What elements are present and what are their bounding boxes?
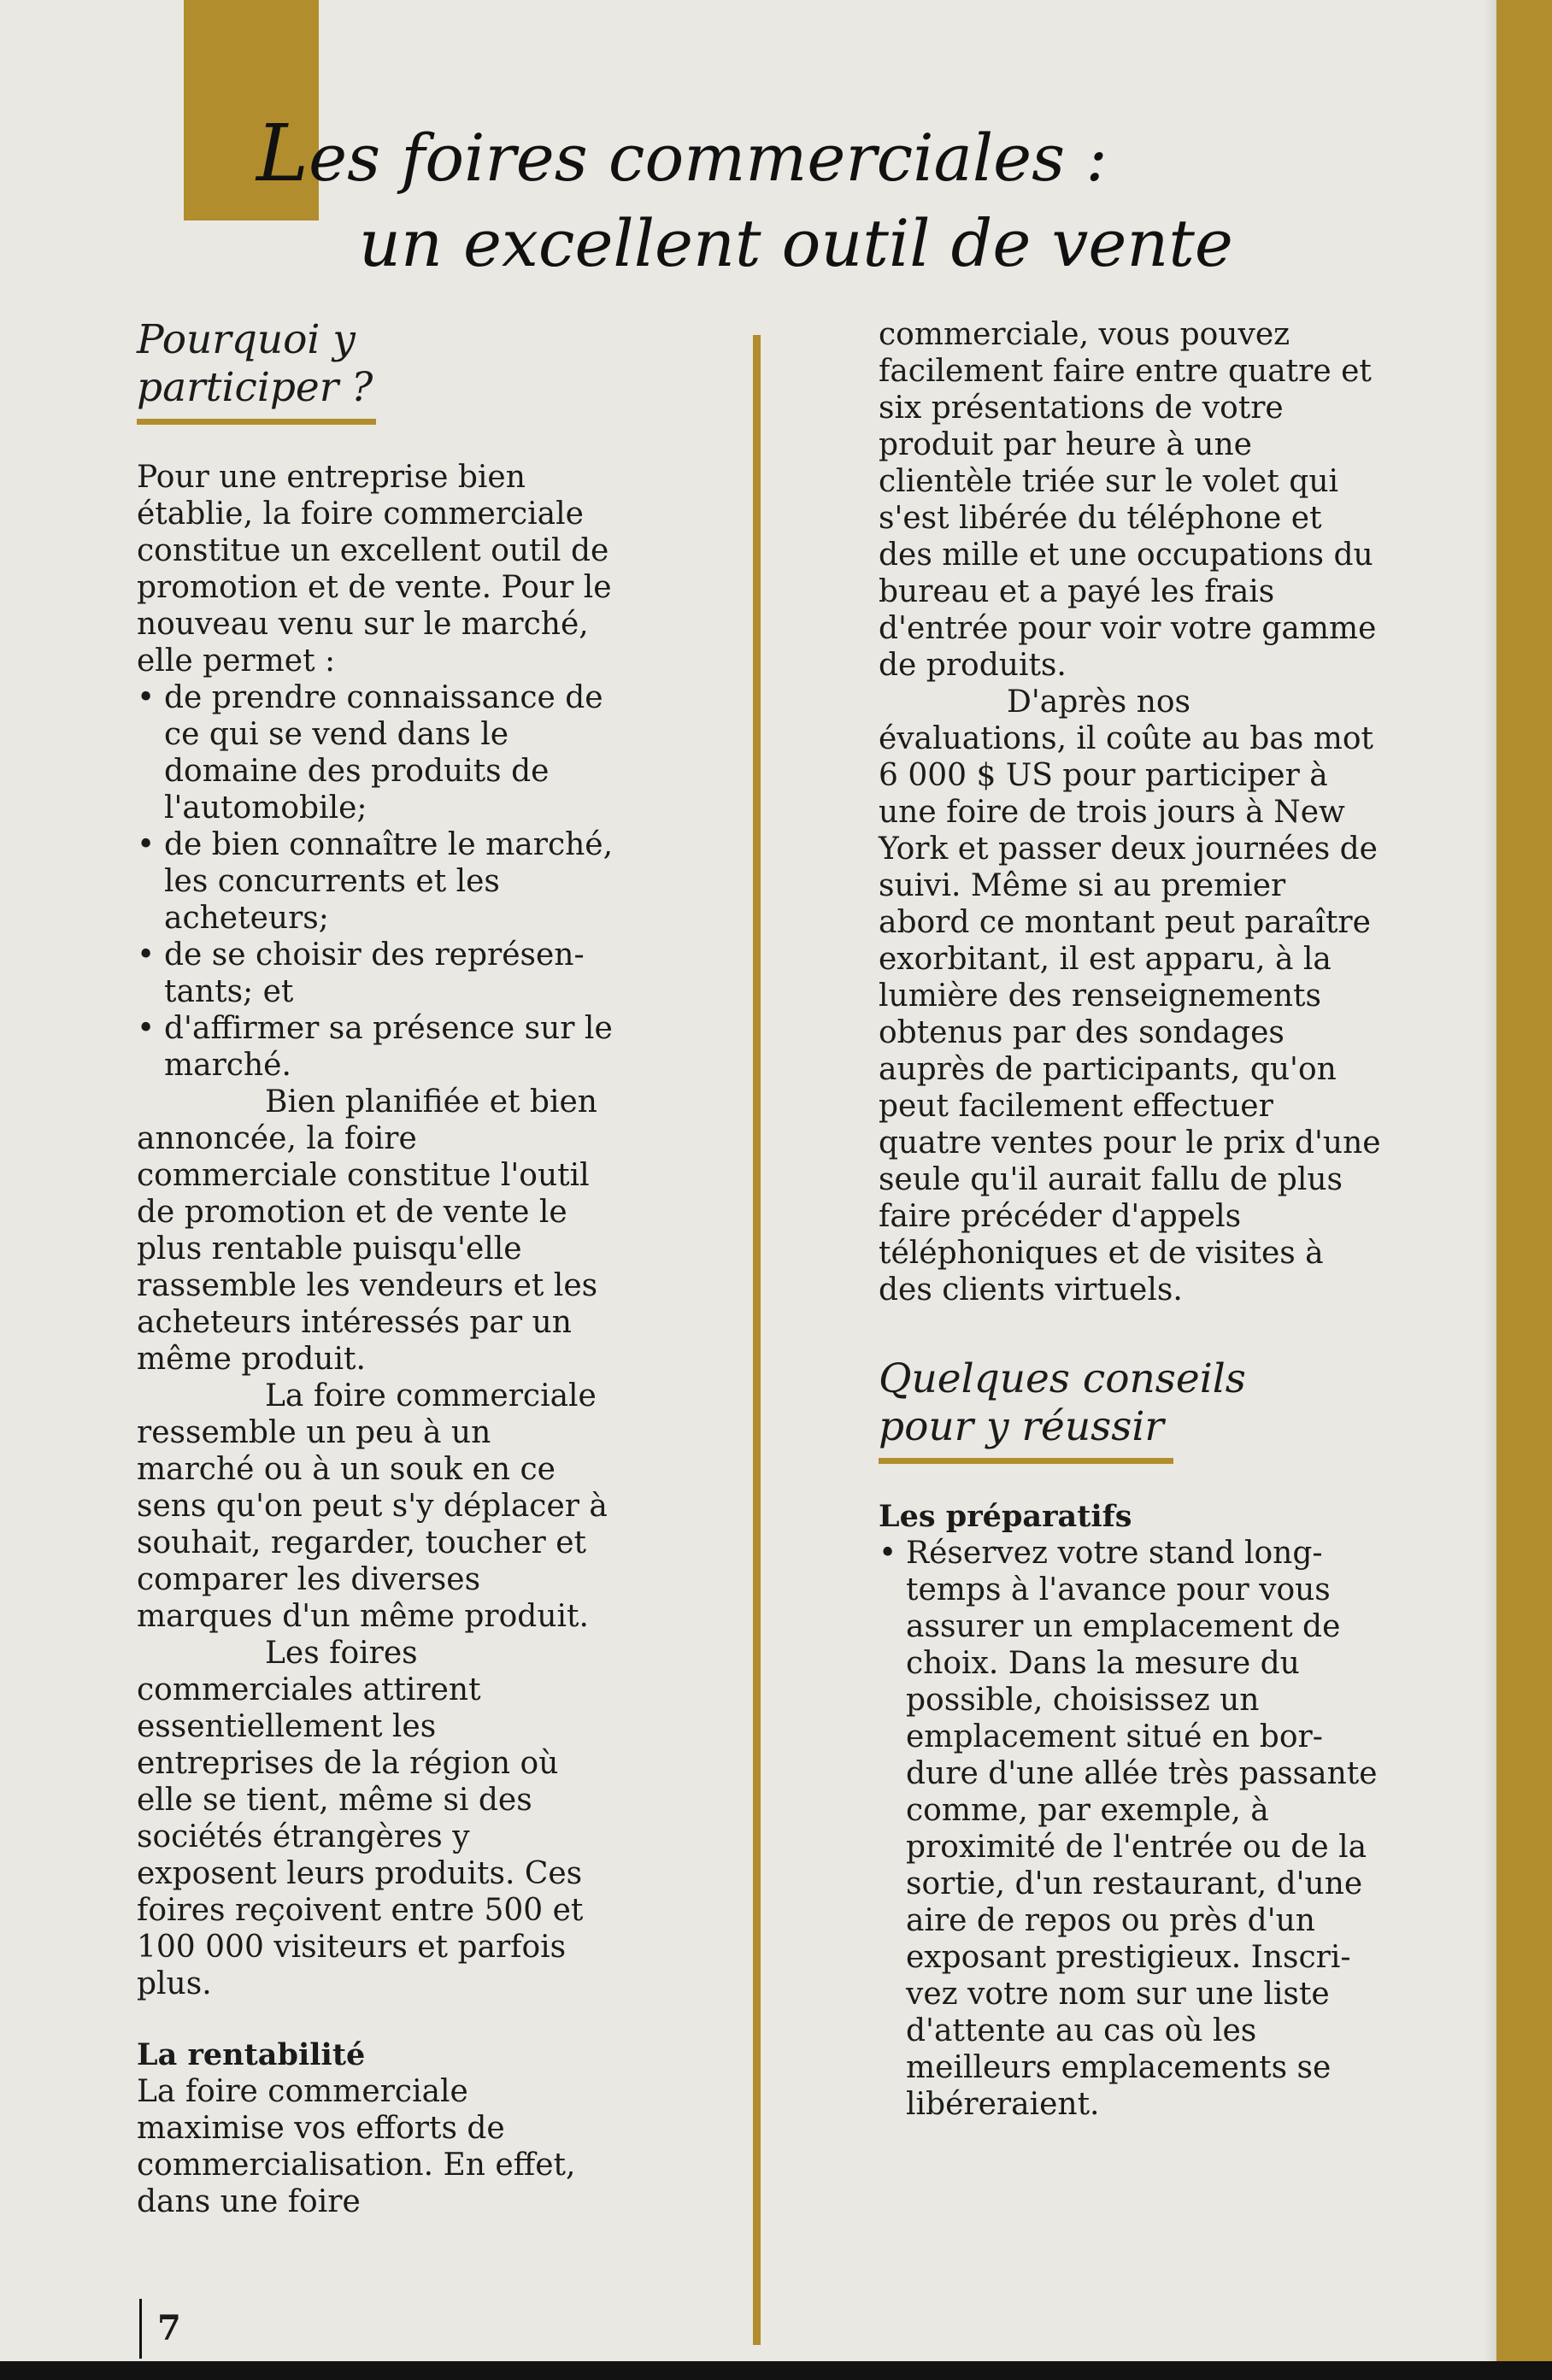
title-line-2: un excellent outil de vente — [359, 205, 1233, 281]
intro-paragraph: Pour une entreprise bien établie, la foire commerciale constitue un excellent outil de promotion et de vente. Pour le nouveau venu sur le marché, elle permet : — [137, 460, 612, 679]
heading-underline — [879, 1458, 1173, 1464]
title-dropcap: L — [256, 108, 309, 199]
title-line-1: es foires commerciales : — [309, 120, 1108, 196]
list-item: • de bien connaître le marché, les concurrents et les acheteurs; — [137, 826, 615, 937]
left-column — [137, 316, 615, 2220]
heading-underline — [137, 419, 376, 425]
list-item: • de se choisir des représentants; et — [137, 937, 615, 1010]
heading-line-1: Quelques conseils — [879, 1355, 1246, 1402]
page-title — [256, 108, 1367, 286]
subhead-preparatifs: Les préparatifs — [879, 1499, 1132, 1534]
section-heading-pourquoi — [137, 316, 615, 412]
paragraph: La foire commerciale maximise vos efforts de commercialisation. En effet, dans une foire — [137, 2074, 576, 2219]
subhead-rentabilite: La rentabilité — [137, 2037, 366, 2072]
paragraph: D'après nos évaluations, il coûte au bas mot 6 000 $ US pour participer à une foire de trois jours à New York et passer deux journées de suivi. Même si au premier abord ce montant peut paraître exorbitant, il est apparu, à la lumière des renseignements obtenus par des sondages auprès de participants, qu'on peut facilement effectuer quatre ventes pour le prix d'une seule qu'il aurait fallu de plus faire précéder d'appels téléphoniques et de visites à des clients virtuels. — [879, 685, 1381, 1308]
benefits-list — [137, 679, 615, 1084]
bottom-edge — [0, 2361, 1552, 2380]
paragraph: Les foires commerciales attirent essentiellement les entreprises de la région où elle se tient, même si des sociétés étrangères y exposent leurs produits. Ces foires reçoivent entre 500 et 100 000 visiteurs et parfois plus. — [137, 1636, 584, 2001]
paragraph: commerciale, vous pouvez facilement faire entre quatre et six présentations de votre produit par heure à une clientèle triée sur le volet qui s'est libérée du téléphone et des mille et une occupations du bureau et a payé les frais d'entrée pour voir votre gamme de produits. — [879, 317, 1377, 683]
paragraph: La foire commerciale ressemble un peu à un marché ou à un souk en ce sens qu'on peut s'y déplacer à souhait, regarder, toucher et comparer les diverses marques d'un même produit. — [137, 1378, 608, 1634]
heading-line-1: Pourquoi y — [137, 316, 356, 363]
list-item: • de prendre connaissance de ce qui se vend dans le domaine des produits de l'automobile; — [137, 679, 615, 826]
page-edge-shadow — [1484, 0, 1496, 2380]
list-item: • d'affirmer sa présence sur le marché. — [137, 1010, 615, 1084]
section-heading-conseils — [879, 1355, 1383, 1451]
heading-line-2: participer ? — [137, 364, 373, 411]
heading-line-2: pour y réussir — [879, 1403, 1164, 1450]
right-column — [879, 316, 1383, 2123]
column-divider — [753, 335, 761, 2345]
tips-list — [879, 1535, 1383, 2123]
list-item: • Réservez votre stand longtemps à l'avance pour vous assurer un emplacement de choix. Dans la mesure du possible, choisissez un emplacement situé en bordure d'une allée très passante comme, par exemple, à proximité de l'entrée ou de la sortie, d'un restaurant, d'une aire de repos ou près d'un exposant prestigieux. Inscrivez votre nom sur une liste d'attente au cas où les meilleurs emplacements se libéreraient. — [879, 1535, 1383, 2123]
gold-side-band — [1496, 0, 1552, 2380]
page-number: 7 — [139, 2299, 181, 2359]
paragraph: Bien planifiée et bien annoncée, la foire commerciale constitue l'outil de promotion et de vente le plus rentable puisqu'elle rassemble les vendeurs et les acheteurs intéressés par un même produit. — [137, 1084, 598, 1377]
